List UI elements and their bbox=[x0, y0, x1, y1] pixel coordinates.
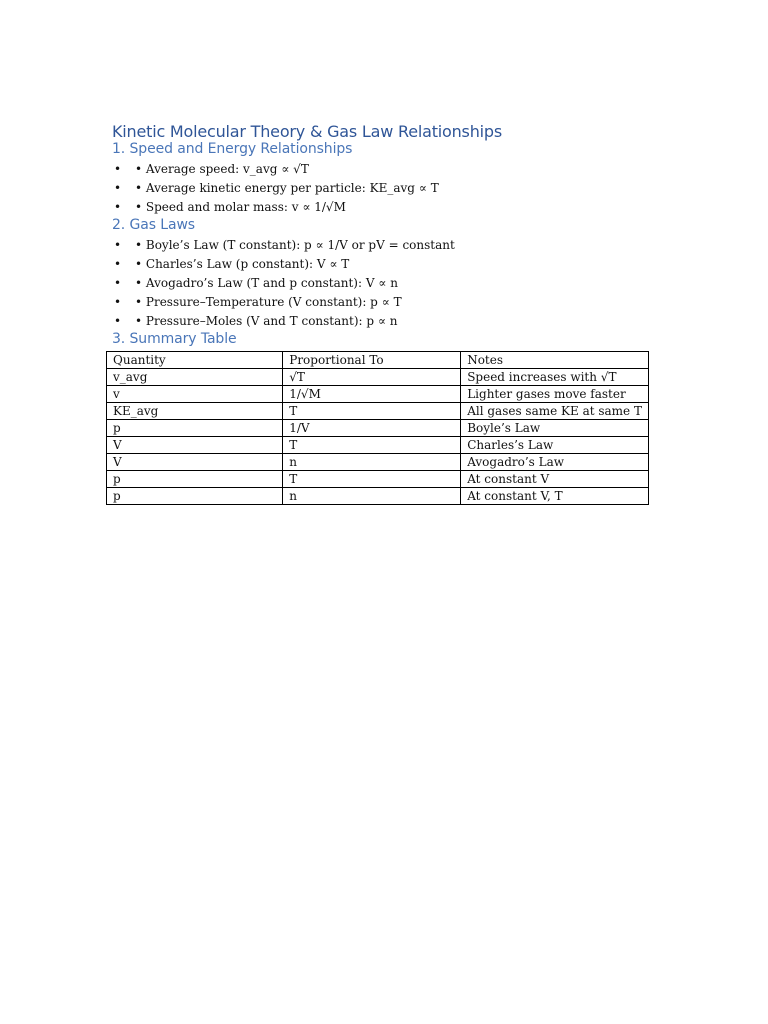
list-item-text: • Average speed: v_avg ∝ √T bbox=[135, 162, 309, 176]
table-cell: T bbox=[283, 471, 461, 488]
list-item bbox=[112, 236, 652, 255]
summary-table bbox=[106, 351, 649, 505]
table-cell: √T bbox=[283, 369, 461, 386]
list-item bbox=[112, 293, 652, 312]
table-cell: All gases same KE at same T bbox=[461, 403, 649, 420]
column-header-proportional-to: Proportional To bbox=[283, 352, 461, 369]
list-item bbox=[112, 255, 652, 274]
table-cell: T bbox=[283, 437, 461, 454]
table-cell: Boyle’s Law bbox=[461, 420, 649, 437]
list-item bbox=[112, 274, 652, 293]
list-item-text: • Boyle’s Law (T constant): p ∝ 1/V or pV = constant bbox=[135, 238, 455, 252]
table-row bbox=[107, 369, 649, 386]
table-row bbox=[107, 488, 649, 505]
table-cell: At constant V bbox=[461, 471, 649, 488]
list-item-text: • Avogadro’s Law (T and p constant): V ∝ n bbox=[135, 276, 398, 290]
table-cell: v bbox=[107, 386, 283, 403]
list-item bbox=[112, 179, 652, 198]
list-item-text: • Pressure–Moles (V and T constant): p ∝ n bbox=[135, 314, 398, 328]
table-cell: Charles’s Law bbox=[461, 437, 649, 454]
bullet-icon: • bbox=[114, 295, 122, 309]
table-cell: p bbox=[107, 420, 283, 437]
table-cell: n bbox=[283, 454, 461, 471]
table-cell: p bbox=[107, 488, 283, 505]
bullet-icon: • bbox=[114, 181, 122, 195]
list-item-text: • Speed and molar mass: v ∝ 1/√M bbox=[135, 200, 346, 214]
table-row bbox=[107, 403, 649, 420]
table-row bbox=[107, 386, 649, 403]
list-item bbox=[112, 312, 652, 331]
bullet-icon: • bbox=[114, 314, 122, 328]
table-cell: 1/V bbox=[283, 420, 461, 437]
table-row bbox=[107, 471, 649, 488]
bullet-icon: • bbox=[114, 257, 122, 271]
table-cell: KE_avg bbox=[107, 403, 283, 420]
section-heading-speed-energy: 1. Speed and Energy Relationships bbox=[112, 141, 353, 157]
column-header-notes: Notes bbox=[461, 352, 649, 369]
list-item-text: • Charles’s Law (p constant): V ∝ T bbox=[135, 257, 350, 271]
table-cell: V bbox=[107, 454, 283, 471]
list-item-text: • Average kinetic energy per particle: KE_avg ∝ T bbox=[135, 181, 439, 195]
bullet-icon: • bbox=[114, 238, 122, 252]
table-cell: n bbox=[283, 488, 461, 505]
table-header-row bbox=[107, 352, 649, 369]
document-title: Kinetic Molecular Theory & Gas Law Relationships bbox=[112, 122, 502, 141]
table-cell: Speed increases with √T bbox=[461, 369, 649, 386]
list-item bbox=[112, 160, 652, 179]
bullet-icon: • bbox=[114, 276, 122, 290]
gas-laws-list bbox=[112, 236, 652, 331]
list-item-text: • Pressure–Temperature (V constant): p ∝ T bbox=[135, 295, 402, 309]
table-cell: T bbox=[283, 403, 461, 420]
section-heading-summary-table: 3. Summary Table bbox=[112, 331, 237, 347]
document-content bbox=[112, 122, 652, 505]
bullet-icon: • bbox=[114, 200, 122, 214]
table-cell: Avogadro’s Law bbox=[461, 454, 649, 471]
speed-energy-list bbox=[112, 160, 652, 217]
table-row bbox=[107, 420, 649, 437]
table-cell: 1/√M bbox=[283, 386, 461, 403]
table-row bbox=[107, 437, 649, 454]
bullet-icon: • bbox=[114, 162, 122, 176]
table-cell: V bbox=[107, 437, 283, 454]
column-header-quantity: Quantity bbox=[107, 352, 283, 369]
table-cell: Lighter gases move faster bbox=[461, 386, 649, 403]
table-cell: At constant V, T bbox=[461, 488, 649, 505]
table-cell: v_avg bbox=[107, 369, 283, 386]
table-cell: p bbox=[107, 471, 283, 488]
section-heading-gas-laws: 2. Gas Laws bbox=[112, 217, 196, 233]
list-item bbox=[112, 198, 652, 217]
table-row bbox=[107, 454, 649, 471]
